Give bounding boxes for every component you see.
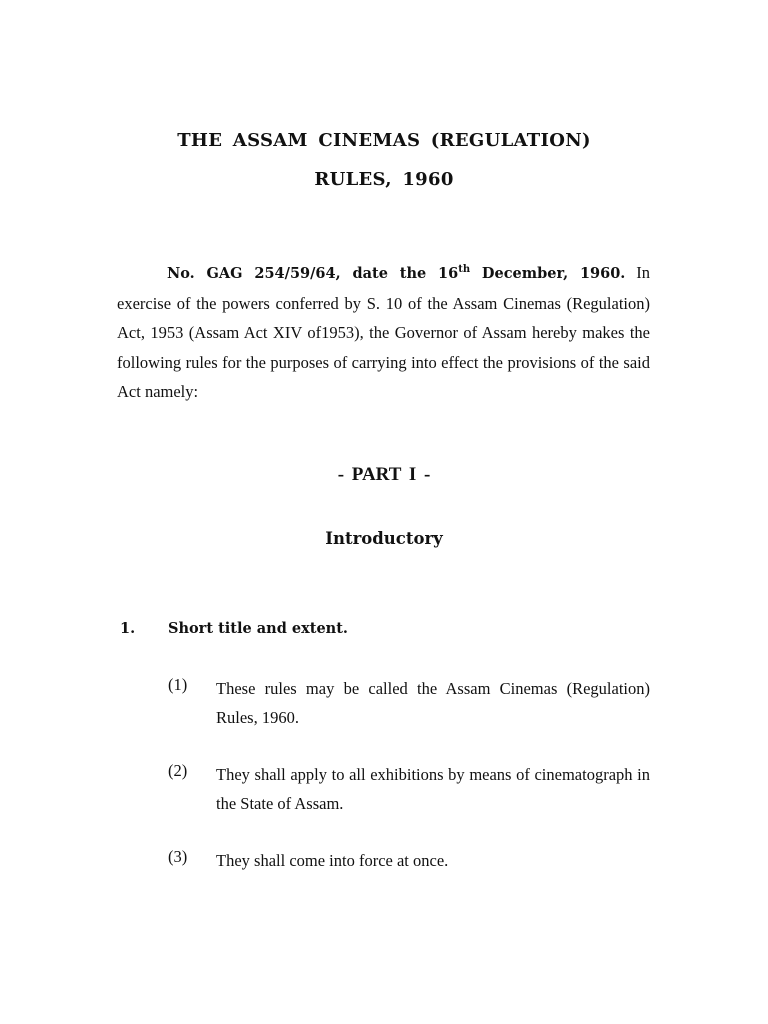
preamble-paragraph [117,258,650,407]
clause-text: They shall come into force at once. [216,851,449,870]
section-title: Short title and extent. [168,620,348,637]
notification-month-year: December, 1960. [470,265,626,282]
date-ordinal-suffix: th [458,264,471,276]
section-number: 1. [120,620,136,637]
clause-number: (1) [168,675,188,694]
notification-number-date: No. GAG 254/59/64, date the 16 [167,265,459,282]
part-subheading: Introductory [325,529,443,548]
document-title-line-1: THE ASSAM CINEMAS (REGULATION) [177,130,591,151]
notification-reference [167,265,625,282]
document-title-line-2: RULES, 1960 [314,169,454,190]
clause-number: (2) [168,761,188,780]
preamble-body: In exercise of the powers conferred by S. 10 of the Assam Cinemas (Regulation) Act, 1953 (Assam Act XIV of1953), the Governor of Assam hereby makes the following rules for the purposes of carrying into effect the provisions of the said Act namely: [117,263,651,401]
clause-text: These rules may be called the Assam Cinemas (Regulation) Rules, 1960. [216,679,650,727]
part-heading: - PART I - [337,464,431,485]
clause-number: (3) [168,847,188,866]
clause-text: They shall apply to all exhibitions by means of cinematograph in the State of Assam. [216,765,650,813]
